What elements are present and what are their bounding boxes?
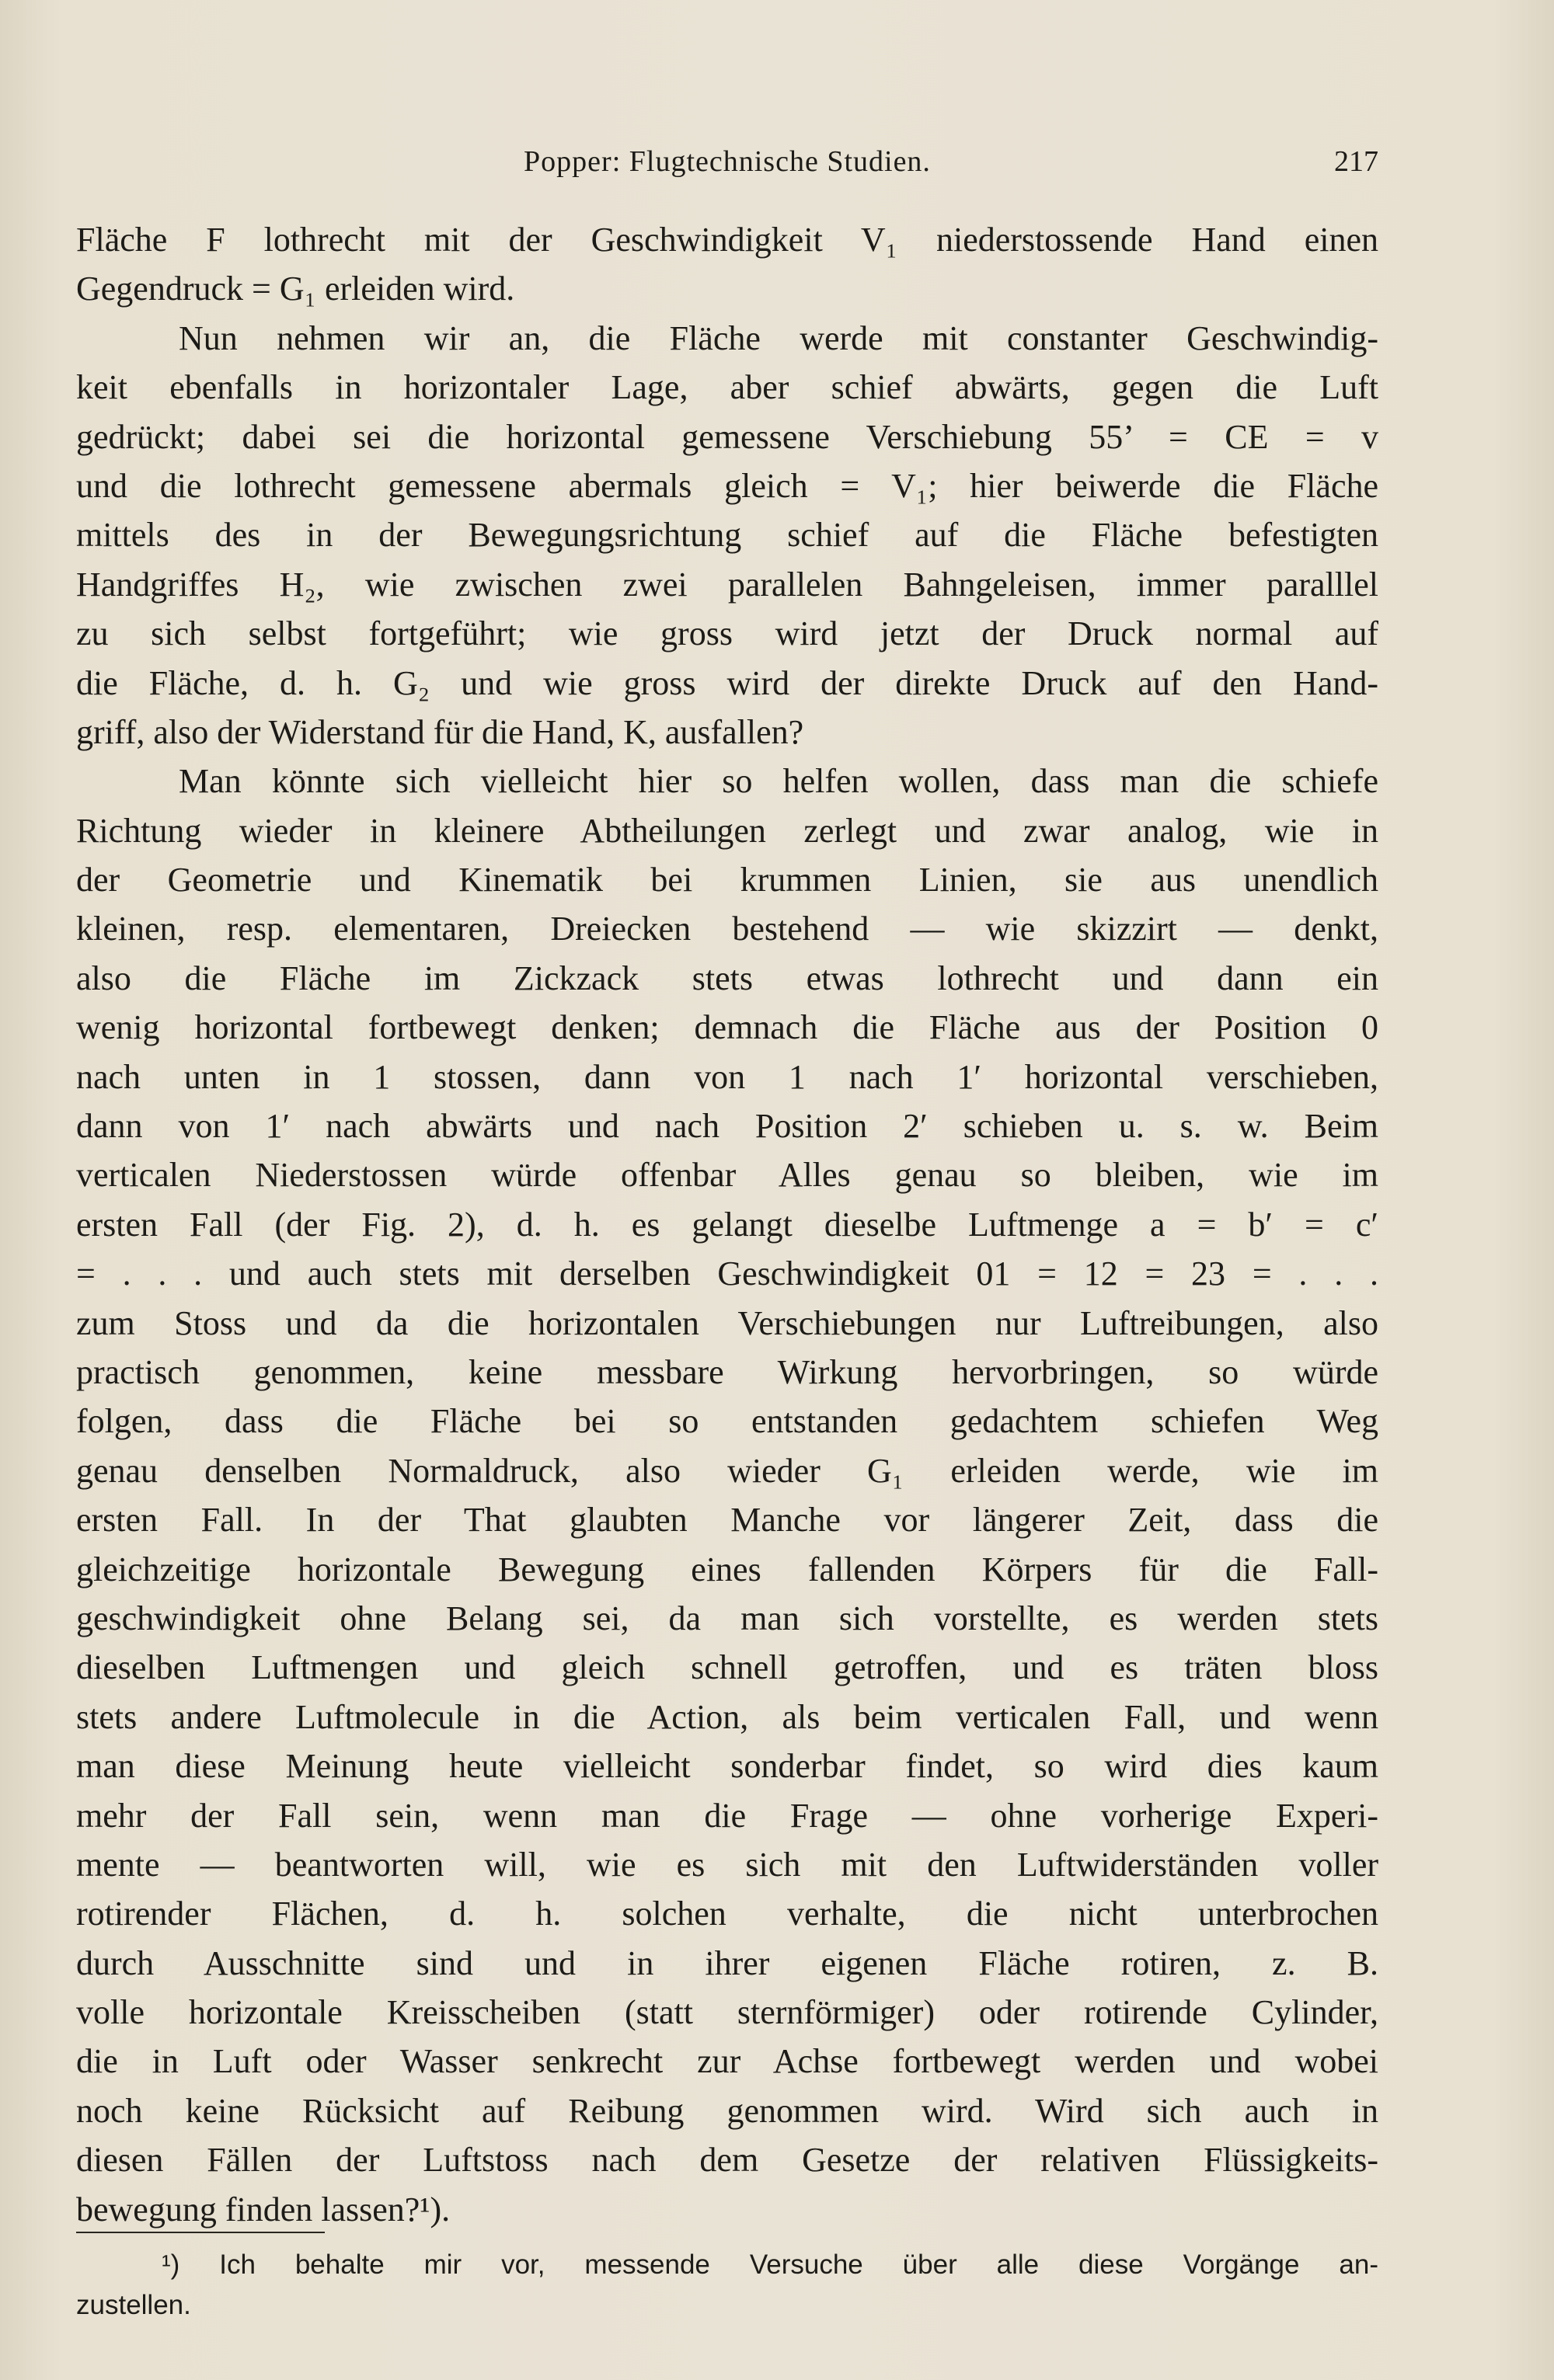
text-line: gleichzeitige horizontale Bewegung eines fallenden Körpers für die Fall-: [76, 1550, 1378, 1588]
text-line: mittels des in der Bewegungsrichtung schief auf die Fläche befestigten: [76, 516, 1378, 555]
text-line: die in Luft oder Wasser senkrecht zur Achse fortbewegt werden und wobei: [76, 2042, 1378, 2081]
text-line: = . . . und auch stets mit derselben Geschwindigkeit 01 = 12 = 23 = . . .: [76, 1254, 1378, 1293]
text-line: Handgriffes H₂, wie zwischen zwei parallelen Bahngeleisen, immer paralllel: [76, 565, 1378, 604]
text-line: ersten Fall. In der That glaubten Manche vor längerer Zeit, dass die: [76, 1501, 1378, 1540]
text-line: Nun nehmen wir an, die Fläche werde mit constanter Geschwindig-: [179, 318, 1378, 357]
text-line: geschwindigkeit ohne Belang sei, da man sich vorstellte, es werden stets: [76, 1599, 1378, 1637]
text-line: zum Stoss und da die horizontalen Verschiebungen nur Luftreibungen, also: [76, 1303, 1378, 1342]
text-line: also die Fläche im Zickzack stets etwas lothrecht und dann ein: [76, 959, 1378, 997]
text-line: kleinen, resp. elementaren, Dreiecken bestehend — wie skizzirt — denkt,: [76, 910, 1378, 948]
text-line: bewegung finden lassen?¹).: [76, 2190, 451, 2229]
text-line: zu sich selbst fortgeführt; wie gross wird jetzt der Druck normal auf: [76, 614, 1378, 653]
text-line: rotirender Flächen, d. h. solchen verhalte, die nicht unterbrochen: [76, 1895, 1378, 1933]
text-line: ersten Fall (der Fig. 2), d. h. es gelangt dieselbe Luftmenge a = b′ = c′: [76, 1205, 1378, 1244]
text-line: practisch genommen, keine messbare Wirkung hervorbringen, so würde: [76, 1352, 1378, 1391]
page-header: [76, 144, 1378, 188]
text-line: Man könnte sich vielleicht hier so helfen wollen, dass man die schiefe: [179, 762, 1378, 801]
text-line: Fläche F lothrecht mit der Geschwindigkeit V₁ niederstossende Hand einen: [76, 221, 1378, 259]
text-line: wenig horizontal fortbewegt denken; demnach die Fläche aus der Position 0: [76, 1008, 1378, 1047]
body-text: [76, 215, 1378, 2234]
footnote: [76, 2245, 1378, 2326]
text-line: mente — beantworten will, wie es sich mit den Luftwiderständen voller: [76, 1845, 1378, 1884]
footnote-line: ¹) Ich behalte mir vor, messende Versuche über alle diese Vorgänge an-: [162, 2250, 1378, 2280]
text-line: genau denselben Normaldruck, also wieder G₁ erleiden werde, wie im: [76, 1451, 1378, 1490]
text-line: man diese Meinung heute vielleicht sonderbar findet, so wird dies kaum: [76, 1747, 1378, 1786]
footnote-line: zustellen.: [76, 2290, 191, 2320]
running-title: Popper: Flugtechnische Studien.: [524, 145, 931, 178]
text-line: nach unten in 1 stossen, dann von 1 nach 1′ horizontal verschieben,: [76, 1057, 1378, 1096]
text-line: folgen, dass die Fläche bei so entstanden gedachtem schiefen Weg: [76, 1402, 1378, 1441]
text-line: keit ebenfalls in horizontaler Lage, aber schief abwärts, gegen die Luft: [76, 368, 1378, 407]
text-line: griff, also der Widerstand für die Hand, K, ausfallen?: [76, 712, 804, 751]
text-line: diesen Fällen der Luftstoss nach dem Gesetze der relativen Flüssigkeits-: [76, 2141, 1378, 2180]
footnote-divider: [76, 2232, 325, 2233]
text-line: die Fläche, d. h. G₂ und wie gross wird der direkte Druck auf den Hand-: [76, 663, 1378, 702]
text-line: Gegendruck = G₁ erleiden wird.: [76, 270, 515, 308]
text-line: dann von 1′ nach abwärts und nach Position 2′ schieben u. s. w. Beim: [76, 1107, 1378, 1146]
text-line: stets andere Luftmolecule in die Action, als beim verticalen Fall, und wenn: [76, 1697, 1378, 1736]
text-line: durch Ausschnitte sind und in ihrer eigenen Fläche rotiren, z. B.: [76, 1943, 1378, 1982]
text-line: volle horizontale Kreisscheiben (statt sternförmiger) oder rotirende Cylinder,: [76, 1993, 1378, 2032]
text-line: der Geometrie und Kinematik bei krummen Linien, sie aus unendlich: [76, 861, 1378, 899]
text-line: Richtung wieder in kleinere Abtheilungen zerlegt und zwar analog, wie in: [76, 811, 1378, 850]
text-line: mehr der Fall sein, wenn man die Frage — ohne vorherige Experi-: [76, 1796, 1378, 1835]
page-number: 217: [1334, 145, 1378, 178]
text-line: dieselben Luftmengen und gleich schnell getroffen, und es träten bloss: [76, 1648, 1378, 1687]
text-line: gedrückt; dabei sei die horizontal gemessene Verschiebung 55’ = CE = v: [76, 417, 1378, 456]
text-line: noch keine Rücksicht auf Reibung genommen wird. Wird sich auch in: [76, 2091, 1378, 2130]
text-line: und die lothrecht gemessene abermals gleich = V₁; hier beiwerde die Fläche: [76, 466, 1378, 505]
text-line: verticalen Niederstossen würde offenbar Alles genau so bleiben, wie im: [76, 1156, 1378, 1195]
